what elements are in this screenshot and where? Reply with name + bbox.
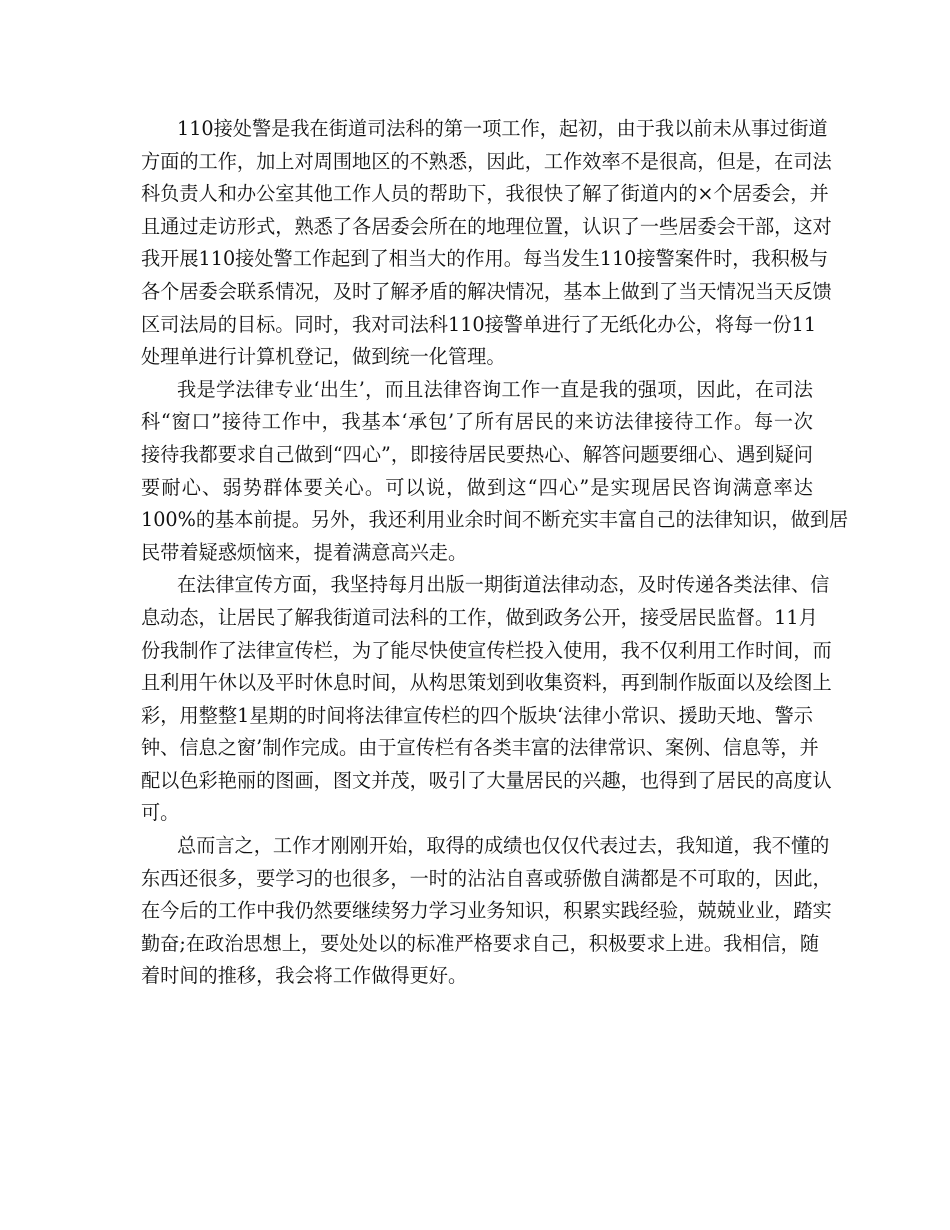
text-line: 100%的基本前提。另外，我还利用业余时间不断充实丰富自己的法律知识，做到居 bbox=[141, 508, 849, 532]
text-line: 科负责人和办公室其他工作人员的帮助下，我很快了解了街道内的×个居委会，并 bbox=[141, 182, 829, 206]
paragraph-conclusion bbox=[141, 830, 832, 993]
paragraph-legal-consulting bbox=[141, 374, 849, 570]
text-line: 钟、信息之窗’制作完成。由于宣传栏有各类丰富的法律常识、案例、信息等，并 bbox=[141, 736, 819, 760]
text-line: 在法律宣传方面，我坚持每月出版一期街道法律动态，及时传递各类法律、信 bbox=[177, 573, 830, 597]
text-line: 且利用午休以及平时休息时间，从构思策划到收集资料，再到制作版面以及绘图上 bbox=[141, 671, 832, 695]
text-line: 着时间的推移，我会将工作做得更好。 bbox=[141, 964, 468, 988]
text-line: 方面的工作，加上对周围地区的不熟悉，因此，工作效率不是很高，但是，在司法 bbox=[141, 149, 832, 173]
text-line: 份我制作了法律宣传栏，为了能尽快使宣传栏投入使用，我不仅利用工作时间，而 bbox=[141, 638, 832, 662]
text-line: 区司法局的目标。同时，我对司法科110接警单进行了无纸化办公，将每一份11 bbox=[141, 312, 817, 336]
text-line: 且通过走访形式，熟悉了各居委会所在的地理位置，认识了一些居委会干部，这对 bbox=[141, 214, 832, 238]
text-line: 彩，用整整1星期的时间将法律宣传栏的四个版块‘法律小常识、援助天地、警示 bbox=[141, 703, 813, 727]
text-line: 总而言之，工作才刚刚开始，取得的成绩也仅仅代表过去，我知道，我不懂的 bbox=[177, 834, 830, 858]
paragraph-legal-publicity bbox=[141, 569, 832, 830]
paragraph-110-duty bbox=[141, 113, 832, 374]
text-line: 接待我都要求自己做到“四心”，即接待居民要热心、解答问题要细心、遇到疑问 bbox=[141, 442, 813, 466]
text-line: 要耐心、弱势群体要关心。可以说，做到这“四心”是实现居民咨询满意率达 bbox=[141, 475, 813, 499]
text-line: 在今后的工作中我仍然要继续努力学习业务知识，积累实践经验，兢兢业业，踏实 bbox=[141, 899, 832, 923]
text-line: 处理单进行计算机登记，做到统一化管理。 bbox=[141, 345, 506, 369]
text-line: 配以色彩艳丽的图画，图文并茂，吸引了大量居民的兴趣，也得到了居民的高度认 bbox=[141, 768, 832, 792]
text-line: 勤奋;在政治思想上，要处处以的标准严格要求自己，积极要求上进。我相信，随 bbox=[141, 931, 820, 955]
text-line: 民带着疑惑烦恼来，提着满意高兴走。 bbox=[141, 540, 468, 564]
text-line: 我开展110接处警工作起到了相当大的作用。每当发生110接警案件时，我积极与 bbox=[141, 247, 829, 271]
text-line: 可。 bbox=[141, 801, 180, 825]
text-line: 各个居委会联系情况，及时了解矛盾的解决情况，基本上做到了当天情况当天反馈 bbox=[141, 279, 832, 303]
document-body bbox=[141, 113, 849, 993]
text-line: 东西还很多，要学习的也很多，一时的沾沾自喜或骄傲自满都是不可取的，因此， bbox=[141, 866, 832, 890]
text-line: 我是学法律专业‘出生’，而且法律咨询工作一直是我的强项，因此，在司法 bbox=[177, 377, 813, 401]
text-line: 110接处警是我在街道司法科的第一项工作，起初，由于我以前未从事过街道 bbox=[177, 117, 828, 140]
text-line: 息动态，让居民了解我街道司法科的工作，做到政务公开，接受居民监督。11月 bbox=[141, 605, 818, 629]
text-line: 科“窗口”接待工作中，我基本‘承包’了所有居民的来访法律接待工作。每一次 bbox=[141, 410, 813, 434]
